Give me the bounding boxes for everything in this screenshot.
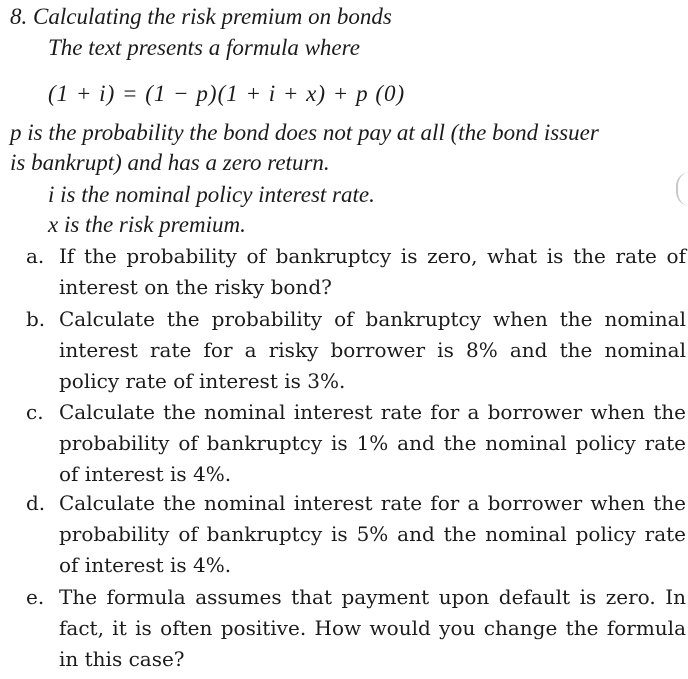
question-text: Calculate the nominal interest rate for a borrower when the probability of bankruptcy is 1% and the nominal policy rate of interest is 4%. [59, 400, 686, 486]
question-text: Calculate the probability of bankruptcy when the nominal interest rate for a risky borrower is 8% and the nominal policy rate of interest is 3%. [59, 307, 686, 393]
definition-p-line2: is bankrupt) and has a zero return. [10, 150, 330, 175]
intro-text: The text presents a formula where [48, 35, 360, 60]
question-d [26, 488, 686, 581]
page-edge-divider [676, 172, 688, 206]
question-text: Calculate the nominal interest rate for a borrower when the probability of bankruptcy is 5% and the nominal policy rate of interest is 4%. [59, 491, 686, 577]
risk-premium-formula: (1 + i) = (1 − p)(1 + i + x) + p (0) [48, 81, 406, 106]
question-c [26, 397, 686, 490]
definition-p-line1: p is the probability the bond does not pay at all (the bond issuer [10, 120, 599, 145]
question-b [26, 304, 686, 397]
question-letter: a. [26, 244, 45, 268]
question-text: The formula assumes that payment upon default is zero. In fact, it is often positive. How would you change the formula in this case? [59, 585, 686, 671]
question-a [26, 241, 686, 303]
definition-x: x is the risk premium. [48, 212, 246, 237]
problem-title: 8. Calculating the risk premium on bonds [10, 4, 392, 29]
question-e [26, 582, 686, 675]
question-letter: e. [26, 585, 45, 609]
question-letter: b. [26, 307, 46, 331]
question-letter: c. [26, 400, 44, 424]
question-text: If the probability of bankruptcy is zero, what is the rate of interest on the risky bond? [59, 244, 686, 299]
question-letter: d. [26, 491, 46, 515]
definition-i: i is the nominal policy interest rate. [48, 182, 375, 207]
